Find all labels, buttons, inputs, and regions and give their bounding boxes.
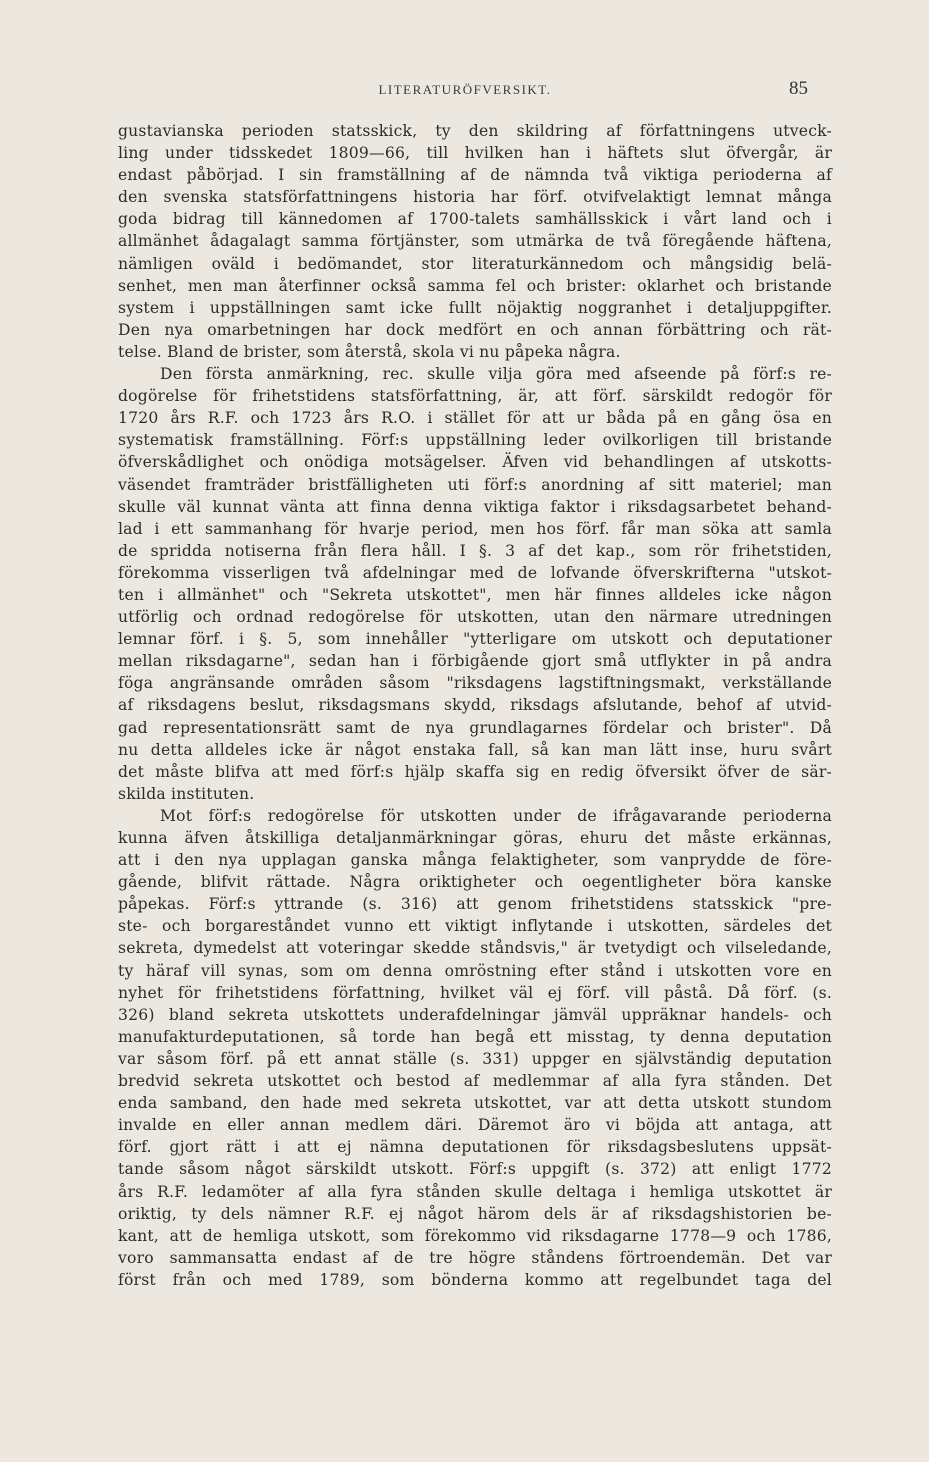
running-title: LITERATURÖFVERSIKT. [378, 82, 552, 97]
text-line: system i uppställningen samt icke fullt nöjaktig noggranhet i detaljuppgifter. [118, 298, 832, 317]
text-line: förf. gjort rätt i att ej nämna deputationen för riksdagsbeslutens uppsät- [118, 1138, 832, 1157]
text-line: 1720 års R.F. och 1723 års R.O. i stället för att ur båda på en gång ösa en [118, 409, 832, 428]
text-line: att i den nya upplagan ganska många felaktigheter, som vanprydde de före- [118, 851, 832, 870]
text-line: Den första anmärkning, rec. skulle vilja göra med afseende på förf:s re- [160, 365, 832, 384]
page-header [118, 78, 812, 102]
text-line: af riksdagens beslut, riksdagsmans skydd, riksdags afslutande, behof af utvid- [118, 696, 832, 715]
text-line: allmänhet ådagalagt samma förtjänster, som utmärka de två föregående häftena, [118, 232, 832, 251]
text-line: ten i allmänhet" och "Sekreta utskottet", men här finnes alldeles icke någon [118, 585, 832, 604]
text-line: föga angränsande områden såsom "riksdagens lagstiftningsmakt, verkställande [118, 674, 832, 693]
text-line: enda samband, den hade med sekreta utskottet, var att detta utskott stundom [118, 1094, 832, 1113]
text-line: telse. Bland de brister, som återstå, skola vi nu påpeka några. [118, 342, 621, 361]
text-line: voro sammansatta endast af de tre högre ståndens förtroendemän. Det var [118, 1248, 832, 1267]
text-line: skulle väl kunnat vänta att finna denna viktiga faktor i riksdagsarbetet behand- [118, 497, 832, 516]
page-number: 85 [789, 78, 808, 99]
text-line: nämligen oväld i bedömandet, stor literaturkännedom och mångsidig belä- [118, 254, 832, 273]
text-line: nu detta alldeles icke är något enstaka fall, så kan man lätt inse, huru svårt [118, 740, 832, 759]
text-line: systematisk framställning. Förf:s uppställning leder ovilkorligen till bristande [118, 431, 832, 450]
text-line: var såsom förf. på ett annat ställe (s. 331) uppger en självständig deputation [118, 1049, 832, 1068]
text-line: kunna äfven åtskilliga detaljanmärkningar göras, ehuru det måste erkännas, [118, 829, 832, 847]
text-line: förekomma visserligen två afdelningar med de lofvande öfverskrifterna "utskot- [118, 563, 832, 582]
text-line: lad i ett sammanhang för hvarje period, men hos förf. får man söka att samla [118, 519, 832, 538]
text-line: ste- och borgareståndet vunno ett viktigt inflytande i utskotten, särdeles det [118, 917, 832, 936]
text-line: oriktig, ty dels nämner R.F. ej något härom dels är af riksdagshistorien be- [118, 1204, 832, 1223]
text-line: endast påbörjad. I sin framställning af de nämnda två viktiga perioderna af [118, 166, 832, 185]
text-line: Den nya omarbetningen har dock medfört en och annan förbättring och rät- [118, 320, 832, 339]
text-line: manufakturdeputationen, så torde han begå ett misstag, ty denna deputation [118, 1027, 832, 1046]
text-line: skilda instituten. [118, 784, 255, 803]
text-line: påpekas. Förf:s yttrande (s. 316) att genom frihetstidens statsskick "pre- [118, 895, 832, 914]
text-line: dogörelse för frihetstidens statsförfattning, är, att förf. särskildt redogör för [118, 387, 832, 406]
text-line: utförlig och ordnad redogörelse för utskotten, utan den närmare utredningen [118, 608, 832, 627]
text-line: öfverskådlighet och onödiga motsägelser. Äfven vid behandlingen af utskotts- [118, 453, 832, 472]
text-line: gående, blifvit rättade. Några oriktigheter och oegentligheter böra kanske [118, 873, 832, 892]
text-line: invalde en eller annan medlem däri. Däremot äro vi böjda att antaga, att [118, 1116, 832, 1135]
text-line: ling under tidsskedet 1809—66, till hvilken han i häftets slut öfvergår, är [118, 144, 832, 163]
text-line: gustavianska perioden statsskick, ty den skildring af författningens utveck- [118, 122, 832, 140]
text-line: ty häraf vill synas, som om denna omröstning efter stånd i utskotten vore en [118, 961, 832, 980]
text-line: senhet, men man återfinner också samma fel och brister: oklarhet och bristande [118, 276, 832, 295]
body-text [118, 120, 832, 1291]
text-line: Mot förf:s redogörelse för utskotten under de ifrågavarande perioderna [160, 806, 832, 825]
text-line: 326) bland sekreta utskottets underafdelningar jämväl uppräknar handels- och [118, 1005, 832, 1024]
text-line: det måste blifva att med förf:s hjälp skaffa sig en redig öfversikt öfver de sär- [118, 762, 832, 781]
text-line: väsendet framträder bristfälligheten uti förf:s anordning af sitt materiel; man [118, 475, 832, 494]
text-line: sekreta, dymedelst att voteringar skedde ståndsvis," är tvetydigt och vilseledande, [118, 939, 832, 958]
text-line: bredvid sekreta utskottet och bestod af medlemmar af alla fyra stånden. Det [118, 1072, 832, 1091]
text-line: mellan riksdagarne", sedan han i förbigående gjort små utflykter in på andra [118, 652, 832, 671]
text-line: goda bidrag till kännedomen af 1700-talets samhällsskick i vårt land och i [118, 210, 832, 229]
text-line: den svenska statsförfattningens historia har förf. otvifvelaktigt lemnat många [118, 188, 832, 207]
text-line: nyhet för frihetstidens författning, hvilket väl ej förf. vill påstå. Då förf. (s. [118, 983, 832, 1002]
text-line: gad representationsrätt samt de nya grundlagarnes fördelar och brister". Då [118, 718, 832, 737]
text-line: kant, att de hemliga utskott, som förekommo vid riksdagarne 1778—9 och 1786, [118, 1226, 832, 1245]
text-line: de spridda notiserna från flera håll. I §. 3 af det kap., som rör frihetstiden, [118, 541, 832, 560]
text-line: först från och med 1789, som bönderna kommo att regelbundet taga del [118, 1270, 832, 1289]
text-line: lemnar förf. i §. 5, som innehåller "ytterligare om utskott och deputationer [118, 630, 832, 649]
text-line: års R.F. ledamöter af alla fyra stånden skulle deltaga i hemliga utskottet är [118, 1182, 832, 1201]
text-line: tande såsom något särskildt utskott. Förf:s uppgift (s. 372) att enligt 1772 [118, 1160, 832, 1179]
